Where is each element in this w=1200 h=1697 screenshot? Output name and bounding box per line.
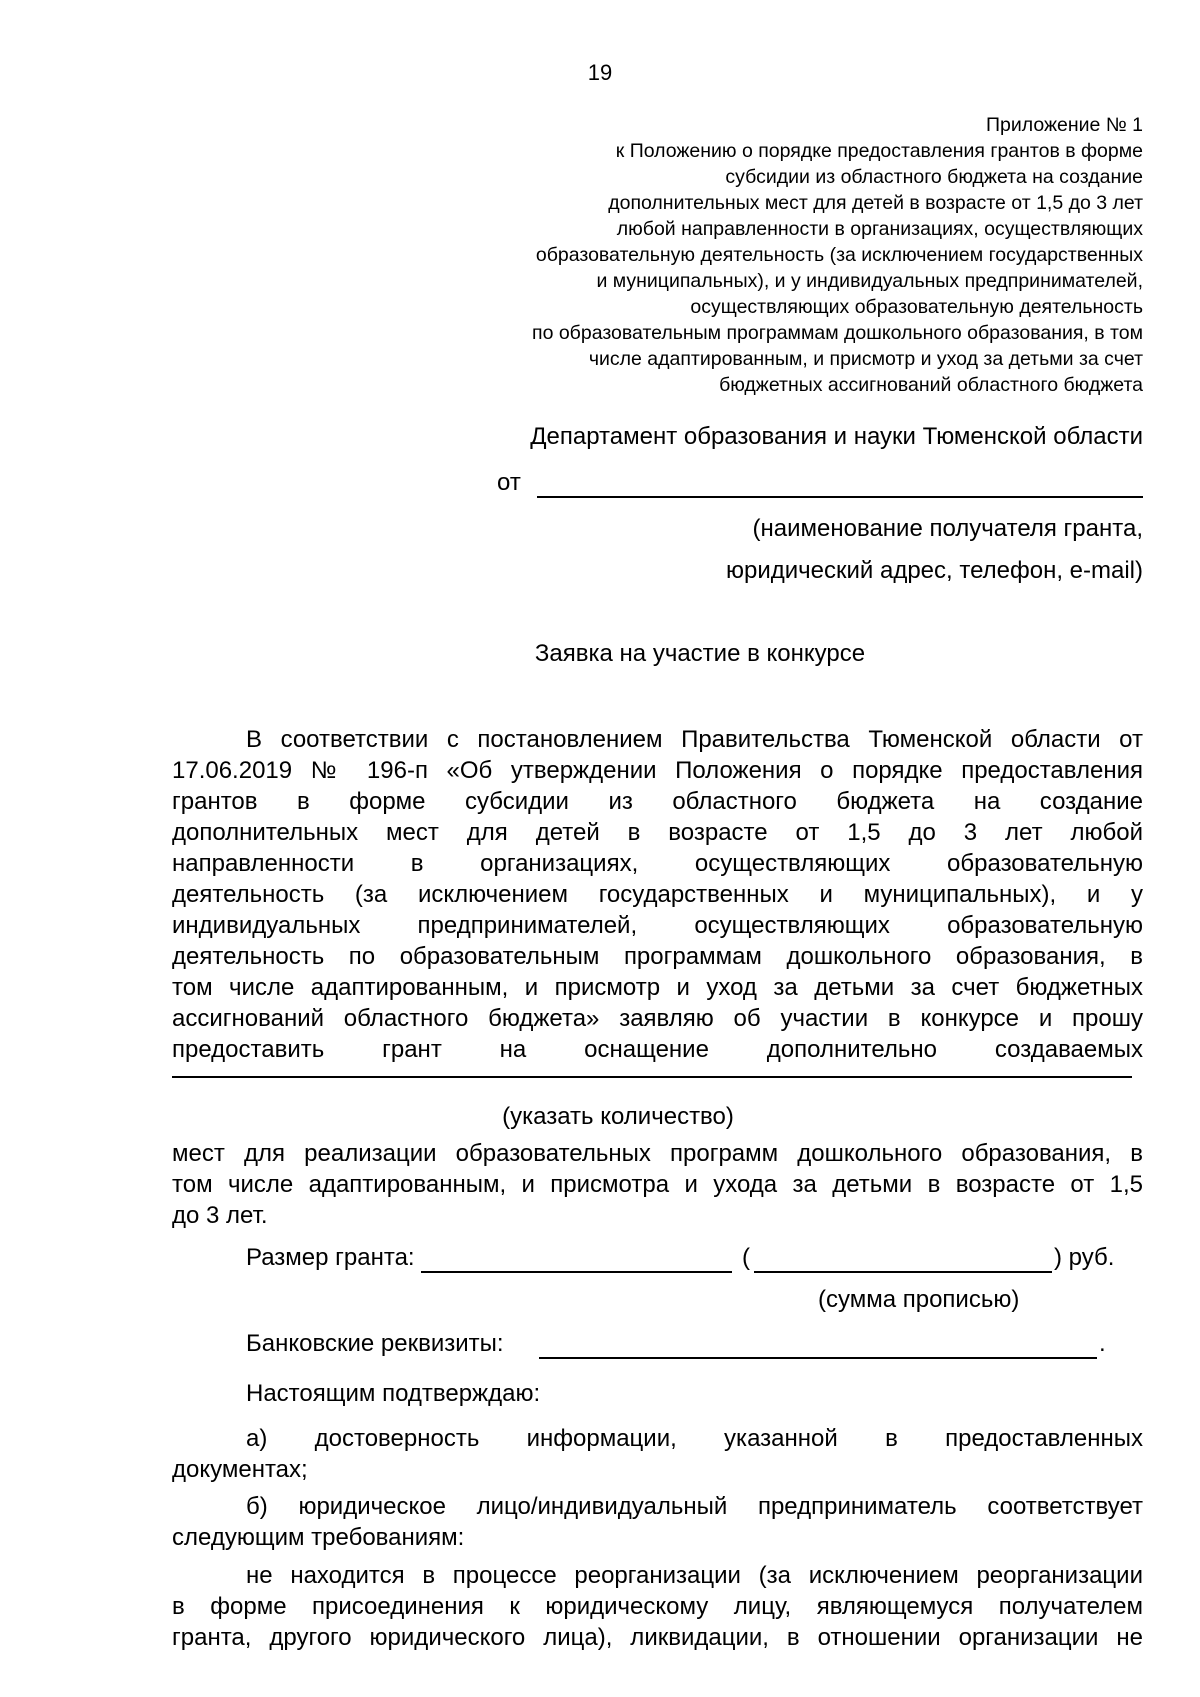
text-line: ассигнований областного бюджета» заявляю об участии в конкурсе и прошу <box>172 1005 1143 1032</box>
text-line: дополнительных мест для детей в возрасте от 1,5 до 3 лет любой <box>172 819 1143 846</box>
hint-name: (наименование получателя гранта, <box>752 515 1143 542</box>
grant-size-row <box>246 1244 1146 1276</box>
text-line: 17.06.2019 № 196-п «Об утверждении Положения о порядке предоставления <box>172 757 1143 784</box>
text-line: том числе адаптированным, и присмотра и ухода за детьми в возрасте от 1,5 <box>172 1171 1143 1198</box>
text-line: том числе адаптированным, и присмотр и уход за детьми за счет бюджетных <box>172 974 1143 1001</box>
paragraph-places <box>172 1138 1143 1231</box>
sum-words-hint: (сумма прописью) <box>818 1286 1020 1313</box>
text-line: индивидуальных предпринимателей, осуществляющих образовательную <box>172 912 1143 939</box>
appendix-line: к Положению о порядке предоставления грантов в форме <box>615 140 1143 162</box>
bank-label: Банковские реквизиты: <box>246 1330 504 1357</box>
appendix-header <box>423 112 1143 398</box>
grant-amount-blank[interactable] <box>421 1271 732 1273</box>
appendix-line: любой направленности в организациях, осуществляющих <box>616 218 1143 240</box>
grant-words-blank[interactable] <box>754 1271 1052 1273</box>
page-number: 19 <box>587 60 613 85</box>
text-line: грантов в форме субсидии из областного бюджета на создание <box>172 788 1143 815</box>
from-blank-line[interactable] <box>537 496 1143 498</box>
text-line: В соответствии с постановлением Правительства Тюменской области от <box>246 726 1143 753</box>
paragraph-c <box>172 1560 1143 1653</box>
bank-end-dot: . <box>1099 1330 1106 1357</box>
text-line: б) юридическое лицо/индивидуальный предприниматель соответствует <box>246 1493 1143 1520</box>
text-line: следующим требованиям: <box>172 1524 465 1551</box>
grant-label: Размер гранта: <box>246 1244 415 1271</box>
text-line: направленности в организациях, осуществляющих образовательную <box>172 850 1143 877</box>
text-line: предоставить грант на оснащение дополнительно создаваемых <box>172 1036 1143 1063</box>
confirm-heading: Настоящим подтверждаю: <box>246 1380 541 1407</box>
appendix-line: по образовательным программам дошкольного образования, в том <box>532 322 1143 344</box>
from-row <box>497 469 1143 499</box>
hint-address: юридический адрес, телефон, e-mail) <box>725 557 1143 584</box>
text-line: в форме присоединения к юридическому лицу, являющемуся получателем <box>172 1593 1143 1620</box>
appendix-line: осуществляющих образовательную деятельность <box>690 296 1143 318</box>
text-line: не находится в процессе реорганизации (за исключением реорганизации <box>246 1562 1143 1589</box>
appendix-line: Приложение № 1 <box>986 114 1143 136</box>
grant-currency: ) руб. <box>1054 1244 1115 1271</box>
text-line: деятельность (за исключением государственных и муниципальных), и у <box>172 881 1143 908</box>
paragraph-b <box>172 1491 1143 1553</box>
quantity-hint: (указать количество) <box>502 1103 734 1130</box>
bank-details-row <box>246 1330 1146 1362</box>
paragraph-main <box>172 724 1143 1065</box>
recipient: Департамент образования и науки Тюменской области <box>530 423 1143 450</box>
appendix-line: и муниципальных), и у индивидуальных предпринимателей, <box>596 270 1143 292</box>
appendix-line: субсидии из областного бюджета на создание <box>725 166 1143 188</box>
grant-open-paren: ( <box>742 1244 750 1271</box>
appendix-line: числе адаптированным, и присмотр и уход за детьми за счет <box>588 348 1143 370</box>
text-line: деятельность по образовательным программам дошкольного образования, в <box>172 943 1143 970</box>
appendix-line: бюджетных ассигнований областного бюджета <box>719 374 1143 396</box>
from-label: от <box>497 469 521 496</box>
quantity-blank-line[interactable] <box>172 1076 1132 1078</box>
paragraph-a <box>172 1423 1143 1485</box>
document-title: Заявка на участие в конкурсе <box>534 640 866 667</box>
text-line: документах; <box>172 1456 308 1483</box>
text-line: а) достоверность информации, указанной в предоставленных <box>246 1425 1143 1452</box>
appendix-line: образовательную деятельность (за исключением государственных <box>535 244 1143 266</box>
text-line: до 3 лет. <box>172 1202 268 1229</box>
text-line: мест для реализации образовательных программ дошкольного образования, в <box>172 1140 1143 1167</box>
text-line: гранта, другого юридического лица), ликвидации, в отношении организации не <box>172 1624 1143 1651</box>
appendix-line: дополнительных мест для детей в возрасте от 1,5 до 3 лет <box>608 192 1143 214</box>
bank-details-blank[interactable] <box>539 1357 1097 1359</box>
